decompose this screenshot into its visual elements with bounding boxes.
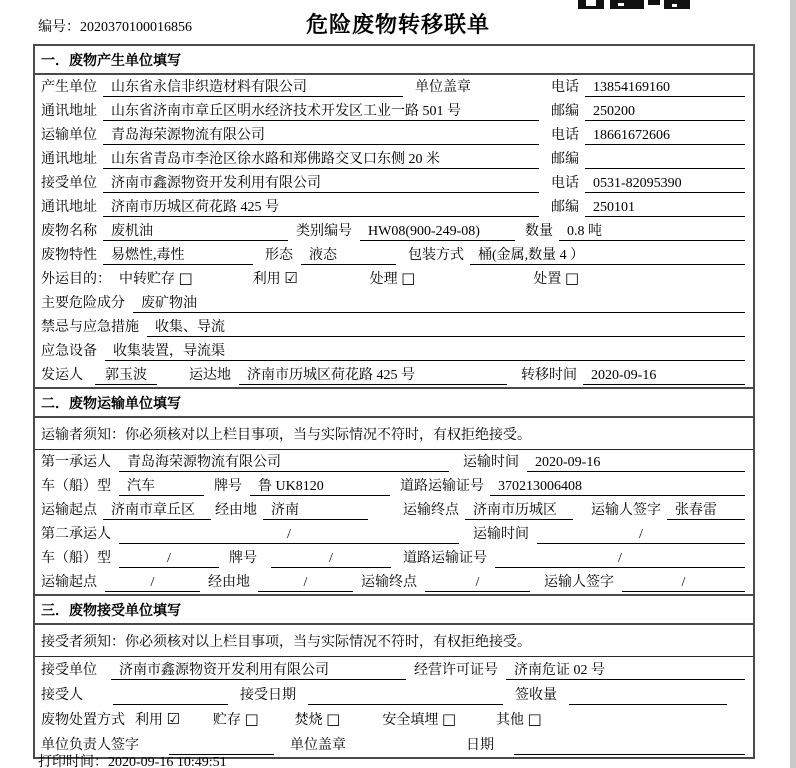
accept-unit-value: 济南市鑫源物资开发利用有限公司	[111, 661, 406, 680]
disposal-option-storage: 贮存 □	[212, 710, 259, 728]
route1-end-value: 济南市历城区	[465, 501, 573, 520]
received-qty-label: 签收量	[515, 688, 557, 703]
section1-heading: 一．废物产生单位填写	[35, 46, 753, 75]
receiver-notice: 接受者须知：你必须核对以上栏目事项，当与实际情况不符时，有权拒绝接受。	[35, 625, 753, 657]
transporter-address-label: 通讯地址	[41, 152, 97, 167]
scrollbar[interactable]	[790, 0, 796, 768]
route1-start-value: 济南市章丘区	[103, 501, 211, 520]
producer-unit-row	[35, 75, 753, 99]
print-time-value: 2020-09-16 10:49:51	[108, 755, 227, 768]
vehicle-type1-label: 车（船）型	[41, 479, 111, 494]
dispatcher-value: 郭玉波	[95, 366, 157, 385]
disposal-method-row	[35, 707, 753, 732]
route1-sign-label: 运输人签字	[591, 503, 661, 518]
serial-value: 2020370100016856	[80, 20, 192, 35]
print-time	[38, 751, 227, 768]
form-state-value: 液态	[301, 246, 396, 265]
producer-phone-value: 13854169160	[585, 78, 745, 97]
checkbox-checked-icon: ☑	[284, 269, 298, 287]
transfer-time-value: 2020-09-16	[583, 366, 745, 385]
route1-sign-value: 张春雷	[667, 501, 745, 520]
accept-unit-label: 接受单位	[41, 663, 97, 678]
transfer-time-label: 转移时间	[521, 368, 577, 383]
route1-row	[35, 498, 753, 522]
second-carrier-value: /	[119, 525, 459, 544]
waste-traits-row	[35, 243, 753, 267]
receiver-phone-value: 0531-82095390	[585, 174, 745, 193]
transporter-phone-label: 电话	[551, 128, 579, 143]
receiver-address-row	[35, 195, 753, 219]
route1-start-label: 运输起点	[41, 503, 97, 518]
unit-seal-label: 单位盖章	[415, 80, 471, 95]
receiver-unit-row	[35, 171, 753, 195]
dispatcher-label: 发运人	[41, 368, 83, 383]
page-title: 危险废物转移联单	[305, 12, 490, 37]
producer-value: 山东省永信非织造材料有限公司	[103, 78, 403, 97]
second-carrier-label: 第二承运人	[41, 527, 111, 542]
producer-zip-value: 250200	[585, 102, 745, 121]
route2-sign-label: 运输人签字	[544, 575, 614, 590]
hazard-component-value: 废矿物油	[133, 294, 745, 313]
accept-unit-row	[35, 657, 753, 682]
permit-value: 济南危证 02 号	[506, 661, 745, 680]
route2-end-label: 运输终点	[361, 575, 417, 590]
transporter-address-value: 山东省青岛市李沧区徐水路和郑佛路交叉口东侧 20 米	[103, 150, 539, 169]
category-code-value: HW08(900-249-08)	[360, 222, 515, 241]
quantity-value: 0.8 吨	[559, 222, 745, 241]
receiver-phone-label: 电话	[551, 176, 579, 191]
waste-name-label: 废物名称	[41, 224, 97, 239]
receiver-zip-value: 250101	[585, 198, 745, 217]
manifest-form	[33, 44, 755, 759]
form-state-label: 形态	[265, 248, 293, 263]
vehicle2-row	[35, 546, 753, 570]
transporter-label: 运输单位	[41, 128, 97, 143]
route2-start-value: /	[105, 573, 200, 592]
transport-time2-value: /	[537, 525, 745, 544]
emergency-measures-label: 禁忌与应急措施	[41, 320, 139, 335]
waste-traits-label: 废物特性	[41, 248, 97, 263]
disposal-option-incinerate: 焚烧 □	[294, 710, 341, 728]
purpose-label: 外运目的：	[41, 272, 111, 287]
route1-via-label: 经由地	[215, 503, 257, 518]
receiver-label: 接受单位	[41, 176, 97, 191]
waste-name-row	[35, 219, 753, 243]
packing-label: 包装方式	[408, 248, 464, 263]
serial-label: 编号：	[38, 20, 80, 35]
road-license1-value: 370213006408	[490, 477, 745, 496]
received-qty-value	[569, 686, 727, 705]
quantity-label: 数量	[525, 224, 553, 239]
checkbox-checked-icon: ☑	[166, 710, 180, 728]
plate2-label: 牌号	[229, 551, 257, 566]
checkbox-unchecked-icon: □	[527, 710, 542, 728]
vehicle1-row	[35, 474, 753, 498]
form-header	[0, 8, 796, 42]
checkbox-unchecked-icon: □	[564, 269, 580, 287]
first-carrier-label: 第一承运人	[41, 455, 111, 470]
acceptor-label: 接受人	[41, 688, 83, 703]
route1-via-value: 济南	[263, 501, 368, 520]
vehicle-type1-value: 汽车	[119, 477, 204, 496]
hazard-component-row	[35, 291, 753, 315]
producer-address-row	[35, 99, 753, 123]
checkbox-unchecked-icon: □	[401, 269, 416, 287]
acceptor-value	[113, 686, 228, 705]
checkbox-unchecked-icon: □	[441, 710, 457, 728]
waste-traits-value: 易燃性,毒性	[103, 246, 253, 265]
dispatch-row	[35, 363, 753, 387]
accept-date-value	[308, 686, 503, 705]
section3-heading: 三．废物接受单位填写	[35, 594, 753, 625]
purpose-option-treat: 处理 □	[369, 269, 416, 287]
waste-name-value: 废机油	[103, 222, 288, 241]
checkbox-unchecked-icon: □	[178, 269, 193, 287]
receiver-value: 济南市鑫源物资开发利用有限公司	[103, 174, 539, 193]
route2-row	[35, 570, 753, 594]
date-label: 日期	[466, 738, 494, 753]
transporter-unit-row	[35, 123, 753, 147]
producer-phone-label: 电话	[551, 80, 579, 95]
plate1-label: 牌号	[214, 479, 242, 494]
acceptor-row	[35, 682, 753, 707]
checkbox-unchecked-icon: □	[326, 710, 341, 728]
road-license2-label: 道路运输证号	[403, 551, 487, 566]
vehicle-type2-value: /	[119, 549, 219, 568]
date-value	[514, 736, 745, 755]
route2-sign-value: /	[622, 573, 745, 592]
producer-zip-label: 邮编	[551, 104, 579, 119]
disposal-option-utilize: 利用 ☑	[135, 710, 180, 728]
disposal-option-landfill: 安全填埋 □	[382, 710, 457, 728]
receiver-zip-label: 邮编	[551, 200, 579, 215]
first-carrier-row	[35, 450, 753, 474]
receiver-address-value: 济南市历城区荷花路 425 号	[103, 198, 539, 217]
transport-time1-label: 运输时间	[463, 455, 519, 470]
route2-end-value: /	[425, 573, 530, 592]
second-carrier-row	[35, 522, 753, 546]
destination-label: 运达地	[189, 368, 231, 383]
route2-via-value: /	[258, 573, 353, 592]
transporter-phone-value: 18661672606	[585, 126, 745, 145]
road-license2-value: /	[495, 549, 745, 568]
receiver-address-label: 通讯地址	[41, 200, 97, 215]
emergency-equipment-row	[35, 339, 753, 363]
destination-value: 济南市历城区荷花路 425 号	[239, 366, 507, 385]
packing-value: 桶(金属,数量 4 ）	[470, 246, 745, 265]
emergency-measures-value: 收集、导流	[147, 318, 745, 337]
road-license1-label: 道路运输证号	[400, 479, 484, 494]
responsible-signature-label: 单位负责人签字	[41, 738, 139, 753]
unit-seal2-label: 单位盖章	[290, 738, 346, 753]
route2-start-label: 运输起点	[41, 575, 97, 590]
disposal-method-label: 废物处置方式	[41, 713, 125, 728]
emergency-equipment-value: 收集装置，导流渠	[105, 342, 745, 361]
transporter-zip-value	[585, 150, 745, 169]
purpose-option-dispose: 处置 □	[533, 269, 580, 287]
emergency-equipment-label: 应急设备	[41, 344, 97, 359]
hazard-component-label: 主要危险成分	[41, 296, 125, 311]
route2-via-label: 经由地	[208, 575, 250, 590]
plate1-value: 鲁 UK8120	[250, 477, 390, 496]
route1-end-label: 运输终点	[403, 503, 459, 518]
plate2-value: /	[271, 549, 391, 568]
category-code-label: 类别编号	[296, 224, 352, 239]
producer-address-label: 通讯地址	[41, 104, 97, 119]
permit-label: 经营许可证号	[414, 663, 498, 678]
transport-time2-label: 运输时间	[473, 527, 529, 542]
transporter-zip-label: 邮编	[551, 152, 579, 167]
emergency-measures-row	[35, 315, 753, 339]
first-carrier-value: 青岛海荣源物流有限公司	[119, 453, 449, 472]
purpose-row	[35, 267, 753, 291]
vehicle-type2-label: 车（船）型	[41, 551, 111, 566]
producer-label: 产生单位	[41, 80, 97, 95]
purpose-option-transfer-storage: 中转贮存 □	[119, 269, 193, 287]
checkbox-unchecked-icon: □	[244, 710, 259, 728]
print-time-label: 打印时间：	[38, 755, 108, 768]
purpose-option-utilize: 利用 ☑	[252, 269, 298, 287]
transport-time1-value: 2020-09-16	[527, 453, 745, 472]
disposal-option-other: 其他 □	[496, 710, 542, 728]
transporter-address-row	[35, 147, 753, 171]
section2-heading: 二．废物运输单位填写	[35, 387, 753, 418]
transporter-notice: 运输者须知：你必须核对以上栏目事项，当与实际情况不符时，有权拒绝接受。	[35, 418, 753, 450]
transporter-value: 青岛海荣源物流有限公司	[103, 126, 539, 145]
accept-date-label: 接受日期	[240, 688, 296, 703]
producer-address-value: 山东省济南市章丘区明水经济技术开发区工业一路 501 号	[103, 102, 539, 121]
